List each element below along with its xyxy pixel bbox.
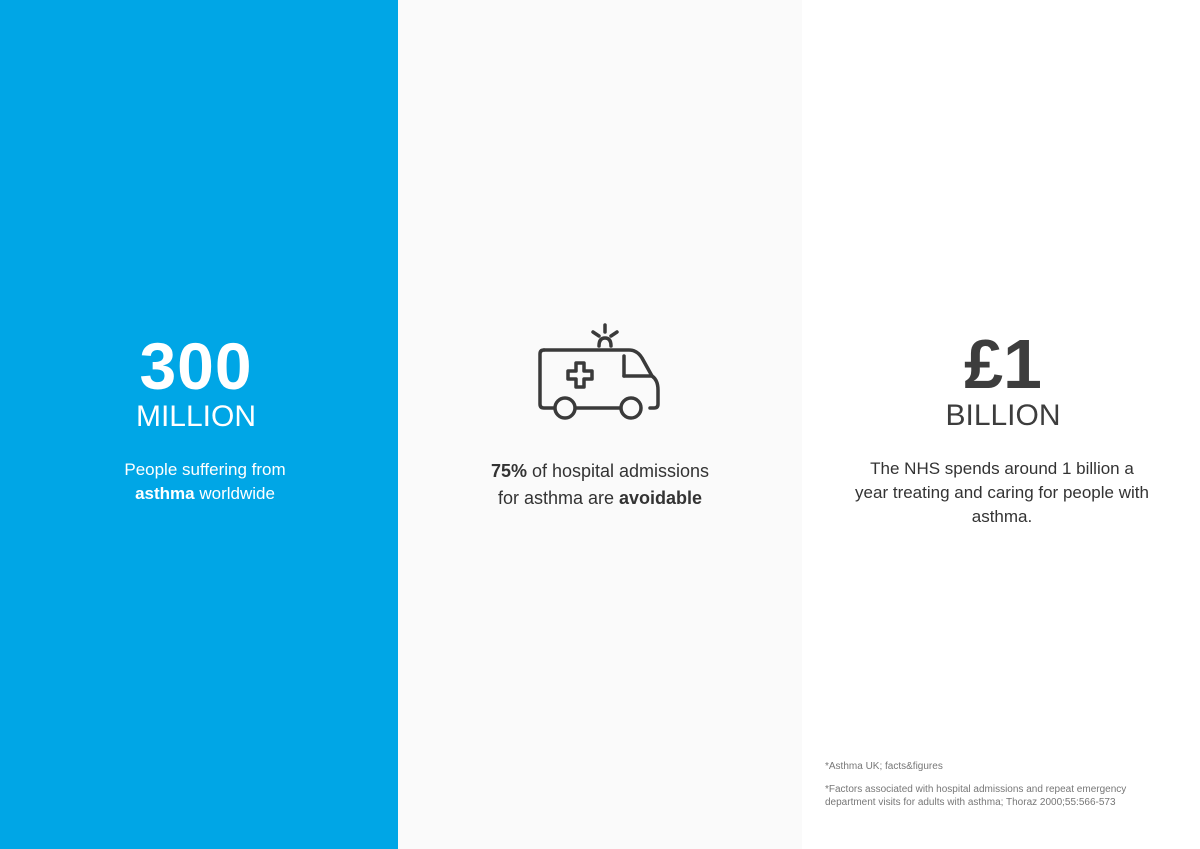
admissions-description-line2: for asthma are [497, 488, 620, 508]
people-description-bold: asthma [135, 484, 195, 503]
cost-description: The NHS spends around 1 billion a year treating and caring for people with asthma. [855, 459, 1149, 526]
admissions-description [398, 458, 802, 512]
people-description-rest: worldwide [194, 484, 275, 503]
people-description [0, 458, 410, 506]
admissions-avoidable: avoidable [619, 488, 703, 508]
admissions-description-mid: of hospital admissions [526, 461, 710, 481]
cost-amount-unit: BILLION [945, 399, 1061, 432]
stat-panel-cost [802, 0, 1200, 849]
footnote-asthma-uk: *Asthma UK; facts&figures [825, 761, 943, 772]
stat-panel-people [0, 0, 398, 849]
admissions-percent: 75% [490, 461, 527, 481]
stat-panel-admissions [398, 0, 802, 849]
people-count-unit: MILLION [135, 400, 257, 433]
footnote-thorax: *Factors associated with hospital admissions and repeat emergency department visits for adults with asthma; Thoraz 2000;55:566-573 [825, 784, 1127, 808]
people-count: 300 [139, 329, 253, 403]
cost-amount: £1 [964, 325, 1042, 403]
people-description-line1: People suffering from [124, 460, 286, 479]
ambulance-icon [534, 320, 664, 426]
